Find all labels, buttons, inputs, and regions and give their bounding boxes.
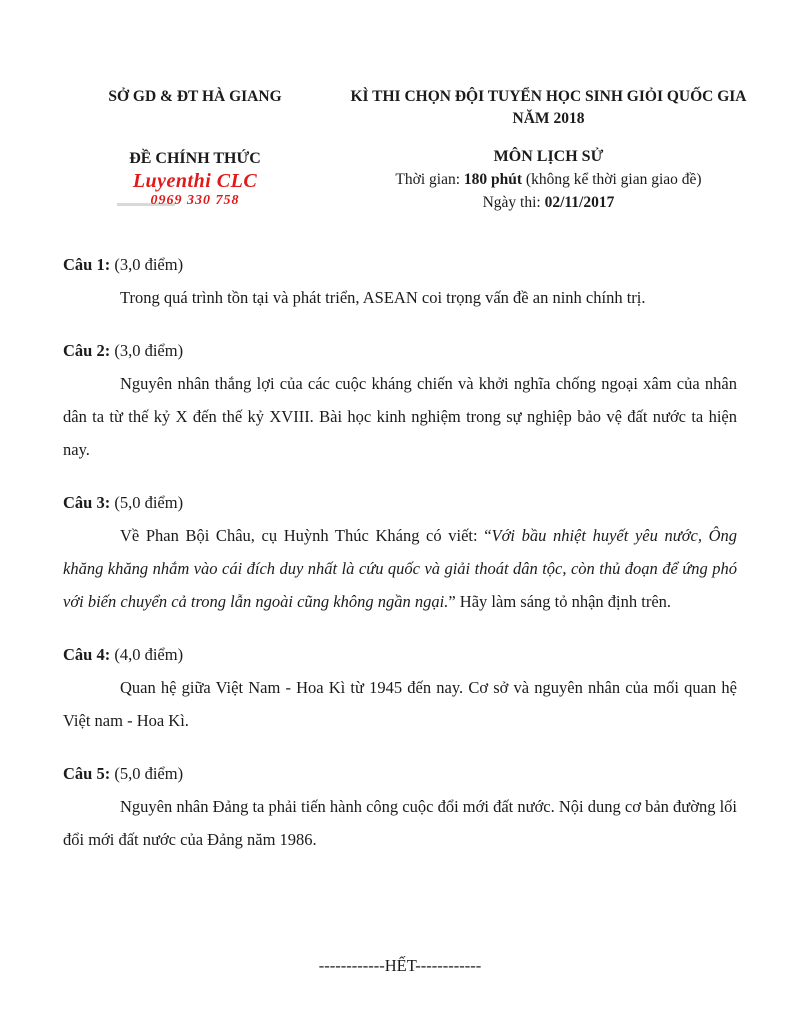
header-left-column xyxy=(55,86,335,214)
date-value: 02/11/2017 xyxy=(544,194,615,211)
time-note: (không kể thời gian giao đề) xyxy=(522,171,702,188)
department-name: SỞ GD & ĐT HÀ GIANG xyxy=(108,88,282,105)
exam-title-line1: KÌ THI CHỌN ĐỘI TUYỂN HỌC SINH GIỎI QUỐC GIA xyxy=(350,88,747,105)
question-3-run-1: Về Phan Bội Châu, cụ Huỳnh Thúc Kháng có viết: “ xyxy=(120,526,492,545)
header-right-column xyxy=(335,86,762,214)
question-5-heading xyxy=(63,757,737,790)
question-3-label: Câu 3: xyxy=(63,493,111,512)
questions-section xyxy=(0,214,800,856)
question-4-heading xyxy=(63,638,737,671)
exam-type-label: ĐỀ CHÍNH THỨC xyxy=(129,150,261,167)
logo-phone-number: 0969 330 758 xyxy=(150,193,240,208)
question-2-block xyxy=(63,334,737,466)
question-5-text xyxy=(63,790,737,856)
exam-duration-line xyxy=(335,168,762,191)
question-4-block xyxy=(63,638,737,737)
question-3-block xyxy=(63,486,737,618)
document-header xyxy=(0,0,800,214)
question-3-points: (5,0 điểm) xyxy=(110,493,184,512)
time-value: 180 phút xyxy=(463,171,523,188)
question-1-points: (3,0 điểm) xyxy=(110,255,184,274)
end-of-exam-marker: ------------HẾT------------ xyxy=(318,956,482,975)
time-label: Thời gian: xyxy=(395,171,464,188)
question-2-heading xyxy=(63,334,737,367)
question-3-run-3: ” Hãy làm sáng tỏ nhận định trên. xyxy=(448,592,672,611)
question-5-run-1: Nguyên nhân Đảng ta phải tiến hành công cuộc đổi mới đất nước. Nội dung cơ bản đường lối đổi mới đất nước của Đảng năm 1986. xyxy=(63,797,737,849)
question-1-label: Câu 1: xyxy=(63,255,111,274)
exam-date-line xyxy=(335,191,762,214)
question-1-heading xyxy=(63,248,737,281)
exam-title-line2: NĂM 2018 xyxy=(512,110,585,127)
question-4-label: Câu 4: xyxy=(63,645,111,664)
question-5-block xyxy=(63,757,737,856)
question-3-heading xyxy=(63,486,737,519)
question-3-text xyxy=(63,519,737,618)
question-1-block xyxy=(63,248,737,314)
question-2-run-1: Nguyên nhân thắng lợi của các cuộc kháng chiến và khởi nghĩa chống ngoại xâm của nhân dân ta từ thế kỷ X đến thế kỷ XVIII. Bài học kinh nghiệm trong sự nghiệp bảo vệ đất nước ta hiện nay. xyxy=(63,374,737,459)
luyenthi-clc-logo: Luyenthi CLC xyxy=(132,170,258,192)
question-2-points: (3,0 điểm) xyxy=(110,341,184,360)
question-5-points: (5,0 điểm) xyxy=(110,764,184,783)
question-3-quote: Với bầu nhiệt huyết yêu nước, Ông khăng khăng nhắm vào cái đích duy nhất là cứu quốc và giải thoát dân tộc, còn thủ đoạn để ứng phó với biến chuyển cả trong lẫn ngoài cũng không ngần ngại. xyxy=(63,526,737,611)
question-2-text xyxy=(63,367,737,466)
question-4-text xyxy=(63,671,737,737)
question-1-run-1: Trong quá trình tồn tại và phát triển, ASEAN coi trọng vấn đề an ninh chính trị. xyxy=(120,288,646,307)
question-5-label: Câu 5: xyxy=(63,764,111,783)
question-4-points: (4,0 điểm) xyxy=(110,645,184,664)
question-4-run-1: Quan hệ giữa Việt Nam - Hoa Kì từ 1945 đến nay. Cơ sở và nguyên nhân của mối quan hệ Việt nam - Hoa Kì. xyxy=(63,678,737,730)
question-1-text xyxy=(63,281,737,314)
question-2-label: Câu 2: xyxy=(63,341,111,360)
subject-name: MÔN LỊCH SỬ xyxy=(493,148,604,165)
date-label: Ngày thi: xyxy=(482,194,545,211)
